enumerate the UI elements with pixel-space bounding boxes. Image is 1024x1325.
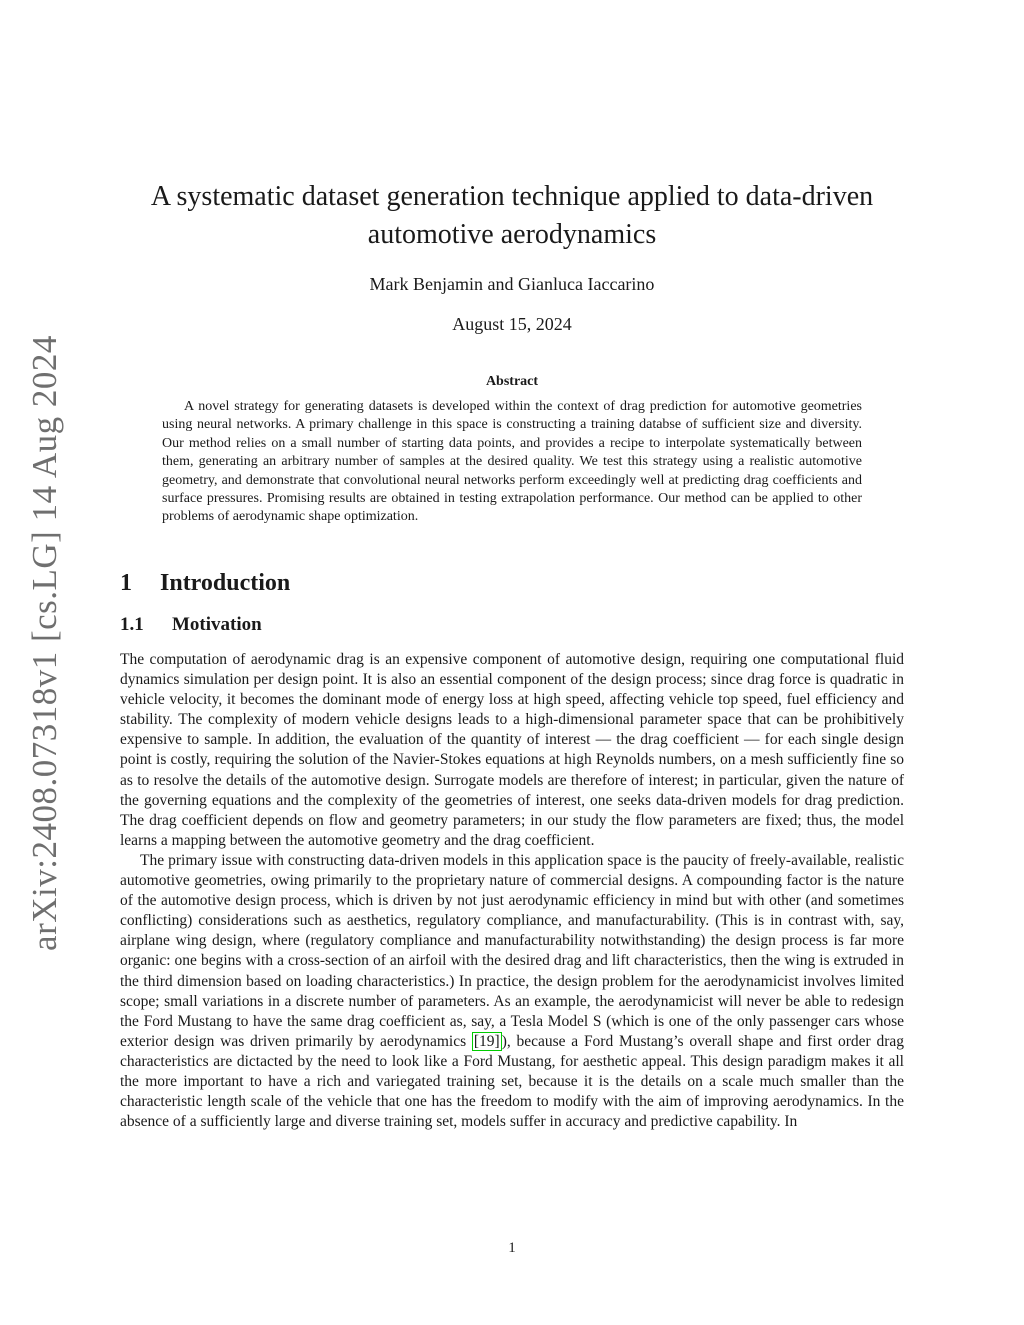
section-number: 1 — [120, 570, 132, 596]
body-paragraph-2 — [120, 851, 904, 1132]
page-number: 1 — [508, 1240, 516, 1256]
body-paragraph-1: The computation of aerodynamic drag is an expensive component of automotive design, requiring one computational fluid dynamics simulation per design point. It is also an essential component of the design process; since drag force is quadratic in vehicle velocity, it becomes the dominant mode of energy loss at high speed, affecting vehicle top speed, fuel efficiency and stability. The complexity of modern vehicle designs leads to a high-dimensional parameter space that can be prohibitively expensive to sample. In addition, the evaluation of the quantity of interest — the drag coefficient — for each single design point is costly, requiring the solution of the Navier-Stokes equations at high Reynolds numbers, on a mesh sufficiently fine so as to resolve the details of the automotive design. Surrogate models are therefore of interest; in particular, given the nature of the governing equations and the complexity of the geometries of interest, one seeks data-driven models for drag prediction. The drag coefficient depends on flow and geometry parameters; in our study the flow parameters are fixed; thus, the model learns a mapping between the automotive geometry and the drag coefficient. — [120, 651, 904, 849]
subsection-title: Motivation — [172, 614, 262, 635]
paper-title: A systematic dataset generation technique applied to data-driven automotive aerodynamics — [150, 181, 874, 250]
section-heading — [120, 570, 290, 597]
paragraph-2-text-start: The primary issue with constructing data-driven models in this application space is the paucity of freely-available, realistic automotive geometries, owing primarily to the proprietary nature of commercial designs. A compounding factor is the nature of the automotive design process, which is driven by not just aerodynamic efficiency in mind but with other (and sometimes conflicting) considerations such as aesthetics, regulatory compliance, and manufacturability. (This is in contrast with, say, airplane wing design, where (regulatory compliance and manufacturability notwithstanding) the design process is far more organic: one begins with a cross-section of an airfoil with the desired drag and lift characteristics, then the wing is extruded in the third dimension based on loading characteristics.) In practice, the design problem for the aerodynamicist involves limited scope; small variations in a discrete number of parameters. As an example, the aerodynamicist will never be able to redesign the Ford Mustang to have the same drag coefficient as, say, a Tesla Model S (which is one of the only passenger cars whose exterior design was driven primarily by aerodynamics — [120, 851, 904, 1050]
section-title: Introduction — [160, 570, 291, 596]
paper-authors: Mark Benjamin and Gianluca Iaccarino — [369, 274, 655, 294]
citation-link[interactable]: [19] — [473, 1032, 500, 1050]
subsection-heading — [120, 614, 262, 636]
body-text — [120, 650, 904, 1132]
abstract-heading: Abstract — [485, 374, 539, 389]
paragraph-2-text-end: ), because a Ford Mustang’s overall shape and first order drag characteristics are dictacted by the need to look like a Ford Mustang, for aesthetic appeal. This design paradigm makes it all the more important to have a rich and variegated training set, because it is the details on a scale much smaller than the characteristic length scale of the vehicle that one has the freedom to modify with the aim of improving aerodynamics. In the absence of a sufficiently large and diverse training set, models suffer in accuracy and predictive capability. In — [120, 1032, 904, 1131]
arxiv-identifier-text: arXiv:2408.07318v1 [cs.LG] 14 Aug 2024 — [25, 335, 64, 951]
abstract-text: A novel strategy for generating datasets is developed within the context of drag prediction for automotive geometries using neural networks. A primary challenge in this space is constructing a training databse of sufficient size and diversity. Our method relies on a small number of starting data points, and provides a recipe to interpolate systematically between them, generating an arbitrary number of samples at the desired quality. We test this strategy using a realistic automotive geometry, and demonstrate that convolutional neural networks perform exceedingly well at predicting drag coefficients and surface pressures. Promising results are obtained in testing extrapolation performance. Our method can be applied to other problems of aerodynamic shape optimization. — [162, 399, 862, 525]
arxiv-identifier-stamp — [20, 335, 70, 951]
subsection-number: 1.1 — [120, 614, 144, 635]
paper-date: August 15, 2024 — [452, 314, 572, 334]
